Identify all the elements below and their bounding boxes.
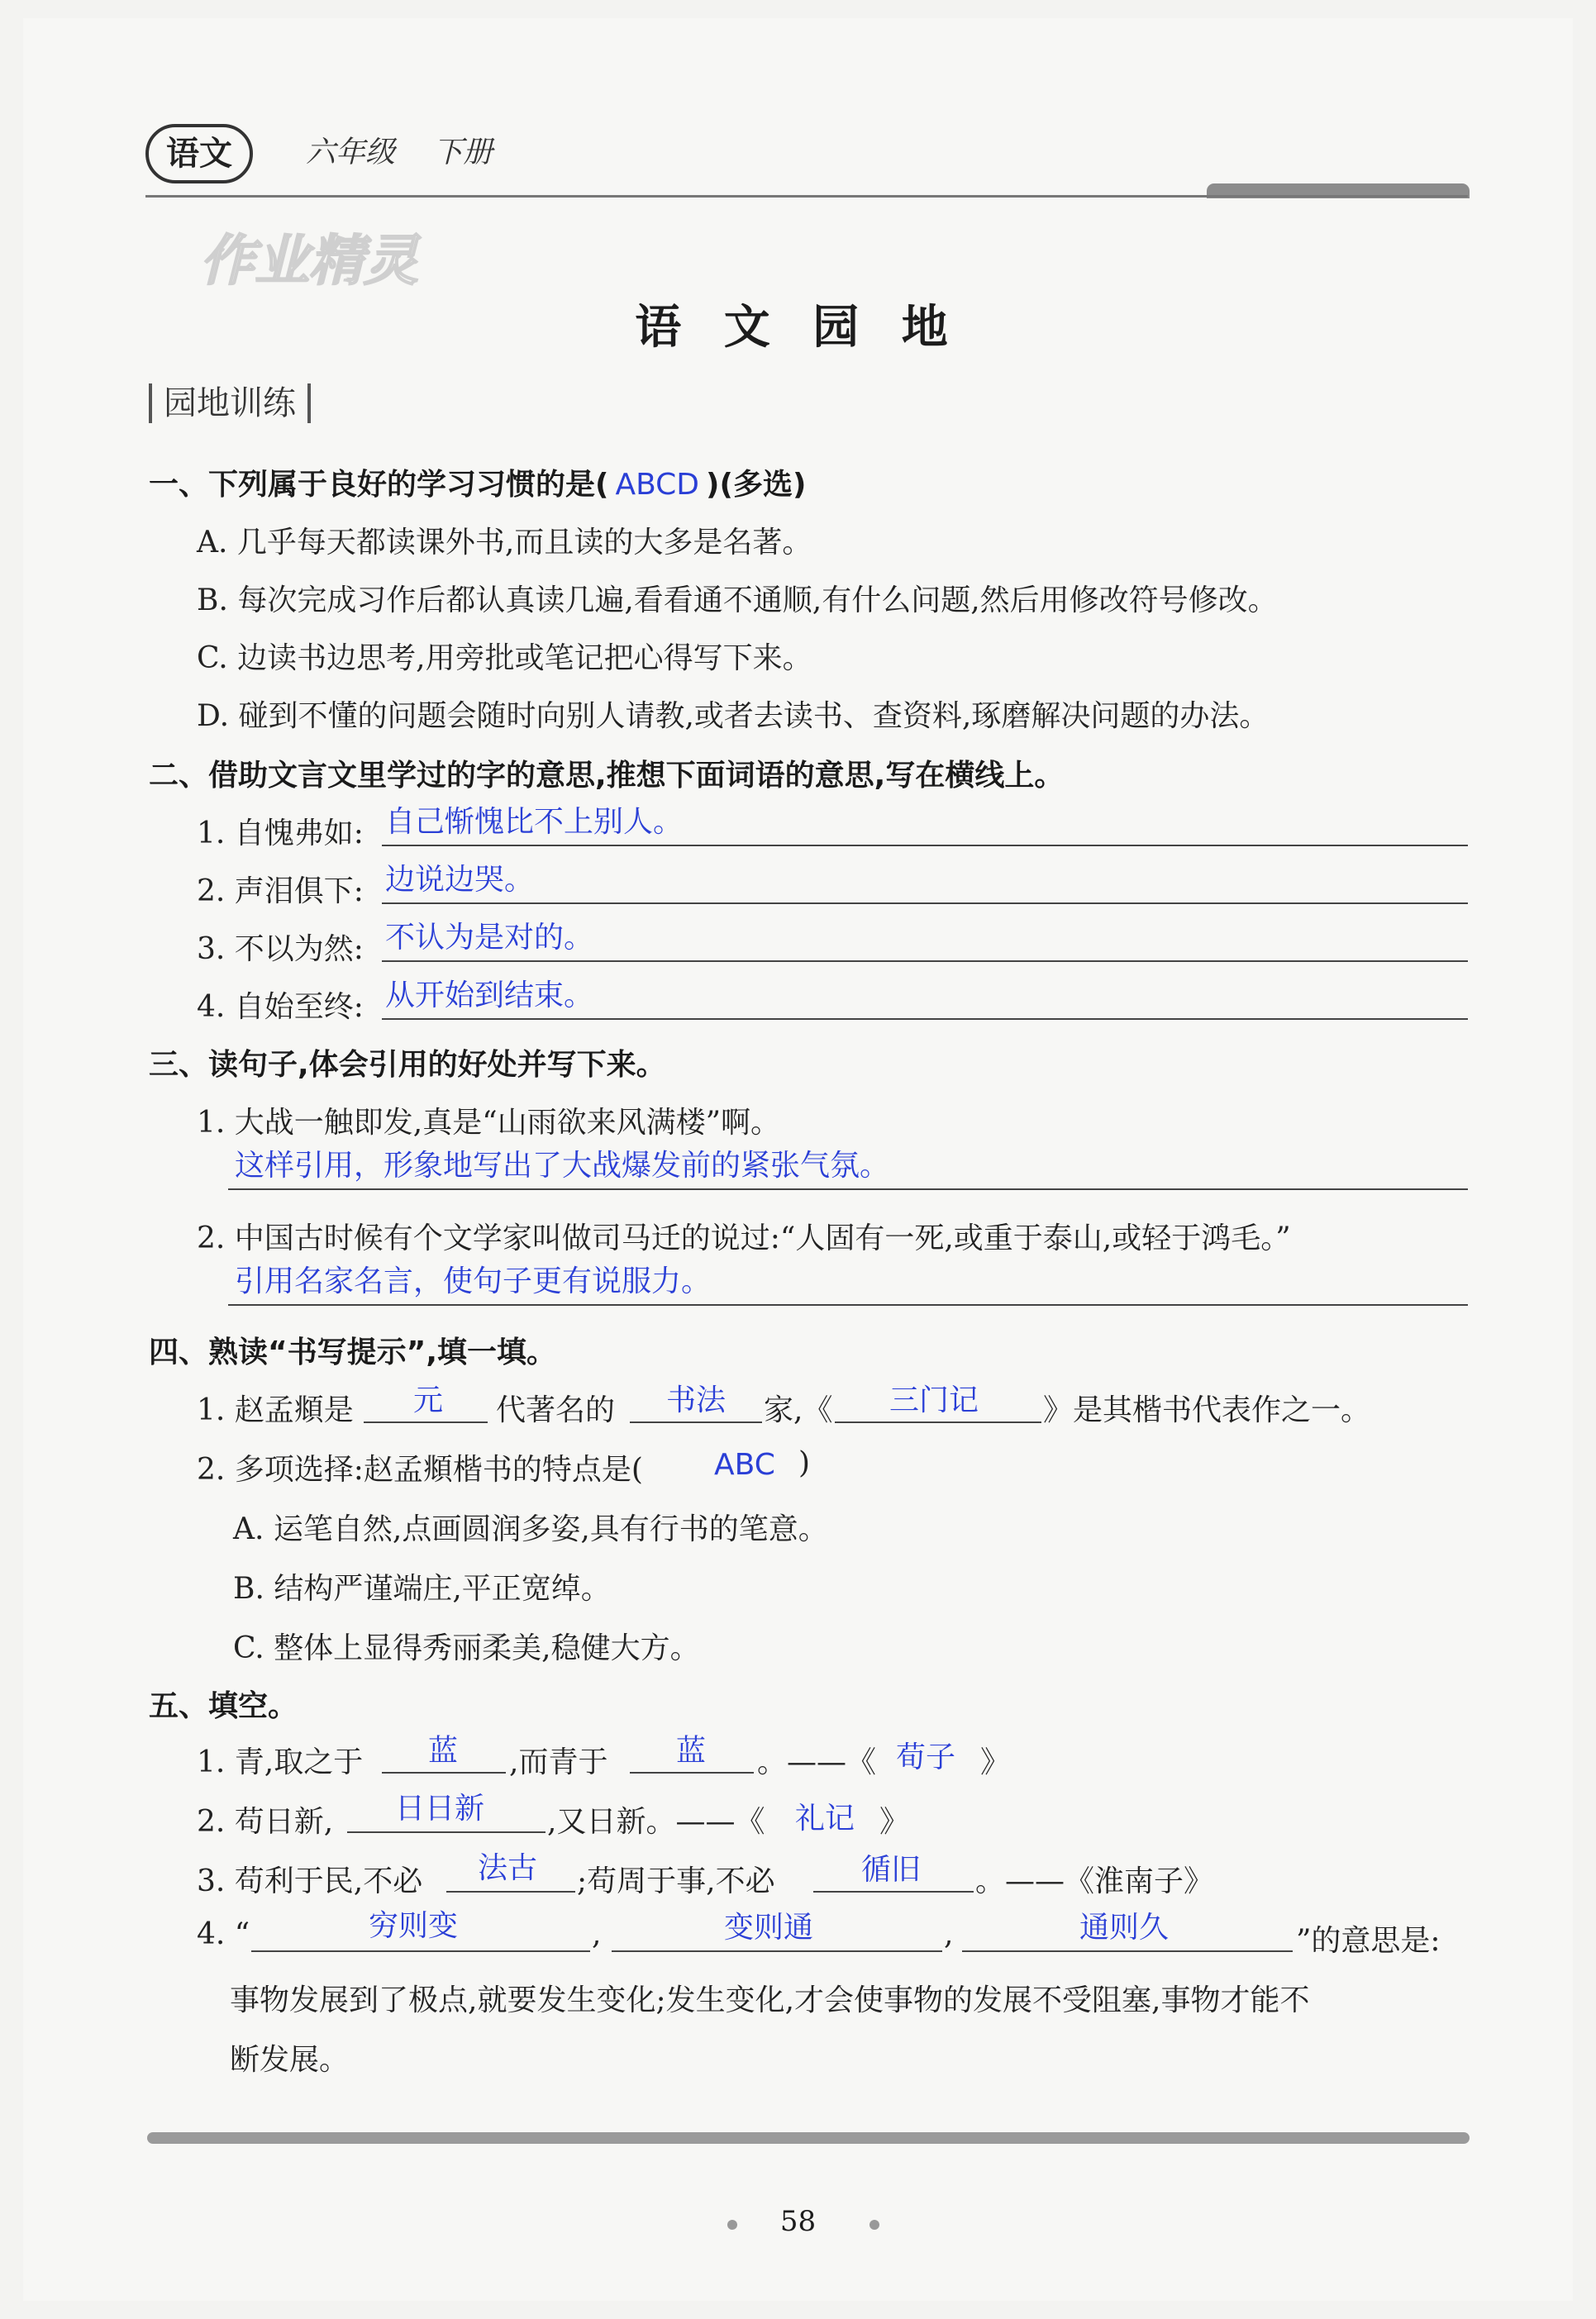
volume-label: 下册 <box>433 136 493 169</box>
q5-l3-p3: 。——《淮南子》 <box>975 1864 1214 1898</box>
q5-l1-p2: ,而青于 <box>509 1745 608 1779</box>
q5-l2-a2: 礼记 <box>795 1802 855 1836</box>
q4-line1-p4: 》是其楷书代表作之一。 <box>1043 1393 1371 1427</box>
q2-item-1-answer: 自己惭愧比不上别人。 <box>385 805 684 839</box>
q2-item-3-answer: 不认为是对的。 <box>385 921 594 955</box>
watermark: 作业精灵 <box>200 229 418 293</box>
header-divider <box>145 195 1468 198</box>
q4-option-b: B. 结构严谨端庄,平正宽绰。 <box>233 1572 611 1606</box>
q2-item-2-label: 2. 声泪俱下: <box>197 874 364 908</box>
q4-line1-a2: 书法 <box>666 1383 727 1417</box>
header-grade <box>306 129 531 171</box>
q5-l1-a3: 荀子 <box>896 1740 956 1774</box>
answer-line <box>228 1188 1468 1190</box>
blank-line <box>612 1950 942 1952</box>
grade-label: 六年级 <box>306 136 396 169</box>
q1-option-c: C. 边读书边思考,用旁批或笔记把心得写下来。 <box>197 641 812 675</box>
q5-l2-p3: 》 <box>879 1805 910 1839</box>
q5-l1-p3: 。——《 <box>757 1745 877 1779</box>
q4-line1-p2: 代著名的 <box>496 1393 616 1427</box>
q5-l3-a2: 循旧 <box>861 1853 922 1887</box>
answer-line <box>382 902 1468 904</box>
q5-l2-p1: 2. 苟日新, <box>197 1805 334 1839</box>
blank-line <box>347 1831 545 1833</box>
answer-line <box>382 845 1468 846</box>
footer-bar <box>147 2132 1470 2144</box>
q5-l3-a1: 法古 <box>478 1851 538 1885</box>
q4-line1-a1: 元 <box>413 1383 444 1417</box>
q5-heading: 五、填空。 <box>149 1689 298 1723</box>
q5-meaning-1: 事物发展到了极点,就要发生变化;发生变化,才会使事物的发展不受阻塞,事物才能不 <box>230 1983 1310 2017</box>
q5-l4-a1: 穷则变 <box>369 1909 459 1943</box>
q4-option-a: A. 运笔自然,点画圆润多姿,具有行书的笔意。 <box>233 1512 828 1546</box>
q4-line1-a3: 三门记 <box>889 1383 979 1417</box>
q3-item-2-answer: 引用名家名言，使句子更有说服力。 <box>235 1264 712 1298</box>
q5-l2-p2: ,又日新。——《 <box>547 1805 765 1839</box>
blank-line <box>364 1421 488 1423</box>
q5-l2-a1: 日日新 <box>395 1792 485 1826</box>
q5-l4-p2: , <box>592 1917 602 1951</box>
q5-l4-p1: 4. “ <box>197 1917 250 1951</box>
q4-option-c: C. 整体上显得秀丽柔美,稳健大方。 <box>233 1631 700 1665</box>
blank-line <box>446 1891 575 1893</box>
q5-l4-a2: 变则通 <box>724 1911 814 1945</box>
blank-line <box>630 1772 754 1774</box>
q1-option-a: A. 几乎每天都读课外书,而且读的大多是名著。 <box>197 526 812 560</box>
page-title: 语 文 园 地 <box>635 300 961 355</box>
q5-l4-p3: , <box>944 1917 954 1951</box>
section-label: 园地训练 <box>149 383 311 423</box>
blank-line <box>835 1421 1041 1423</box>
q2-heading: 二、借助文言文里学过的字的意思,推想下面词语的意思,写在横线上。 <box>149 759 1065 793</box>
q4-heading: 四、熟读“书写提示”,填一填。 <box>149 1336 556 1369</box>
q5-l3-p2: ;苟周于事,不必 <box>577 1864 775 1898</box>
answer-line <box>382 1018 1468 1020</box>
q5-l3-p1: 3. 苟利于民,不必 <box>197 1864 423 1898</box>
q5-l1-a2: 蓝 <box>676 1734 707 1768</box>
q4-line1-p3: 家,《 <box>764 1393 833 1427</box>
q2-item-3-label: 3. 不以为然: <box>197 932 364 966</box>
q5-l4-p4: ”的意思是: <box>1296 1924 1441 1958</box>
answer-line <box>228 1304 1468 1306</box>
q4-line2-p1: 2. 多项选择:赵孟頫楷书的特点是( <box>197 1453 643 1487</box>
q4-line2-p2: ) <box>798 1446 811 1480</box>
page-number: 58 <box>779 2205 817 2238</box>
q3-item-1-sentence: 1. 大战一触即发,真是“山雨欲来风满楼”啊。 <box>197 1106 781 1140</box>
q4-line2-a1: ABC <box>714 1448 775 1482</box>
q5-meaning-2: 断发展。 <box>230 2043 350 2077</box>
q1-option-d: D. 碰到不懂的问题会随时向别人请教,或者去读书、查资料,琢磨解决问题的办法。 <box>197 699 1270 733</box>
q2-item-4-label: 4. 自始至终: <box>197 990 364 1024</box>
q1-answer: ABCD <box>615 468 700 502</box>
blank-line <box>251 1950 590 1952</box>
q1-heading: 一、下列属于良好的学习习惯的是( ABCD )(多选) <box>149 468 807 502</box>
q3-item-1-answer: 这样引用，形象地写出了大战爆发前的紧张气氛。 <box>235 1149 890 1183</box>
q3-heading: 三、读句子,体会引用的好处并写下来。 <box>149 1048 666 1082</box>
answer-line <box>382 960 1468 962</box>
blank-line <box>630 1421 762 1423</box>
q5-l1-p1: 1. 青,取之于 <box>197 1745 364 1779</box>
q5-l4-a3: 通则久 <box>1079 1911 1170 1945</box>
blank-line <box>813 1891 974 1893</box>
footer-dot-right <box>869 2220 879 2230</box>
blank-line <box>382 1772 506 1774</box>
q5-l1-a1: 蓝 <box>428 1734 459 1768</box>
q1-option-b: B. 每次完成习作后都认真读几遍,看看通不通顺,有什么问题,然后用修改符号修改。 <box>197 583 1278 617</box>
q5-l1-p4: 》 <box>980 1745 1011 1779</box>
q4-line1-p1: 1. 赵孟頫是 <box>197 1393 354 1427</box>
q2-item-4-answer: 从开始到结束。 <box>385 979 594 1012</box>
q3-item-2-sentence: 2. 中国古时候有个文学家叫做司马迁的说过:“人固有一死,或重于泰山,或轻于鸿毛。” <box>197 1221 1291 1255</box>
q2-item-2-answer: 边说边哭。 <box>385 863 535 897</box>
subject-logo: 语文 <box>145 124 253 183</box>
q2-item-1-label: 1. 自愧弗如: <box>197 817 364 850</box>
blank-line <box>962 1950 1293 1952</box>
